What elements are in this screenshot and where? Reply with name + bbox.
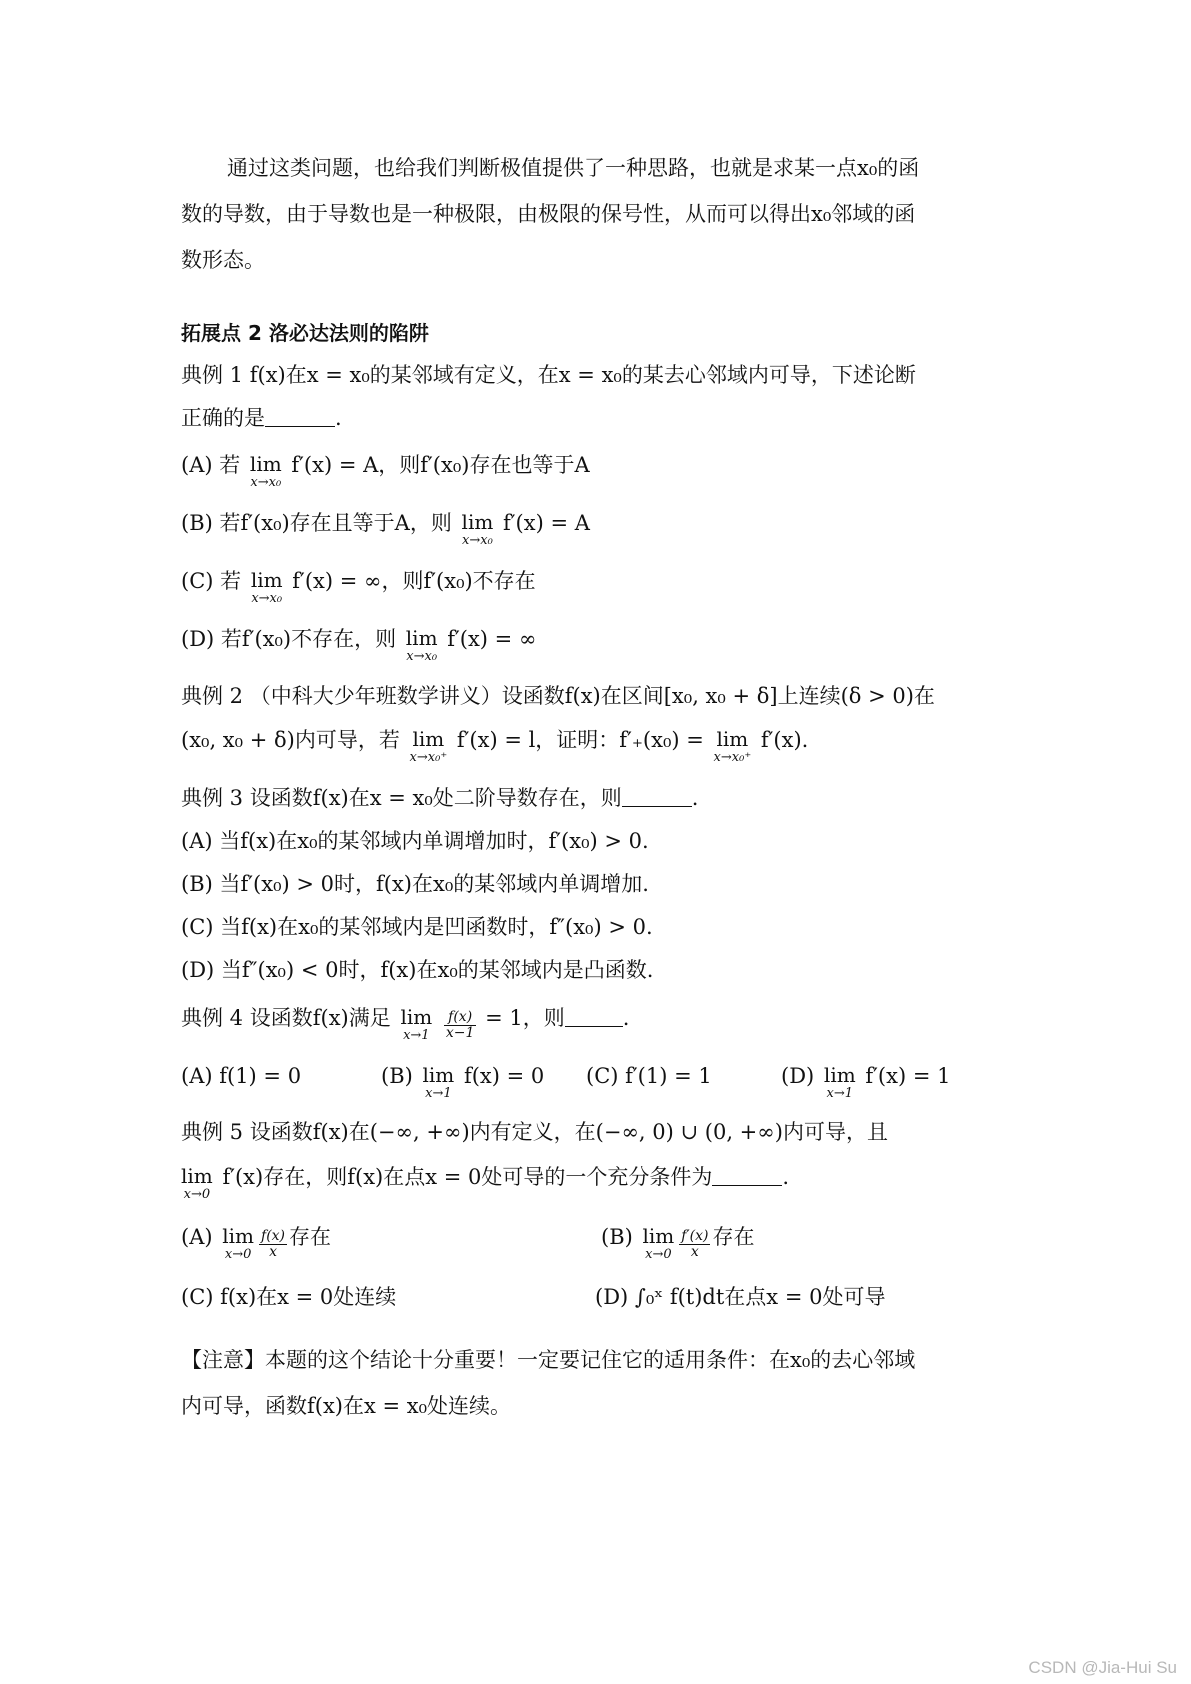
- intro-line-1: 通过这类问题，也给我们判断极值提供了一种思路，也就是求某一点x₀的函: [227, 156, 920, 180]
- limit-symbol: lim x→x₀: [461, 510, 494, 548]
- ex5-label: 典例 5: [181, 1120, 244, 1144]
- ex5-option-c: (C) f(x)在x = 0处连续: [181, 1285, 397, 1309]
- ex5-options-row-1: [181, 1222, 1011, 1266]
- note-line-2: 内可导，函数f(x)在x = x₀处连续。: [181, 1394, 512, 1418]
- ex1-label: 典例 1: [181, 363, 244, 387]
- ex3-option-a: (A) 当f(x)在x₀的某邻域内单调增加时，f′(x₀) > 0.: [181, 829, 649, 853]
- ex5-line-1: 典例 5 设函数f(x)在(−∞, +∞)内有定义，在(−∞, 0) ∪ (0, +∞)内可导，且: [181, 1120, 888, 1144]
- ex3-option-b: (B) 当f′(x₀) > 0时，f(x)在x₀的某邻域内单调增加.: [181, 872, 649, 896]
- note-paragraph: [181, 1337, 1011, 1429]
- note-line-1: 【注意】本题的这个结论十分重要！一定要记住它的适用条件：在x₀的去心邻域: [181, 1348, 916, 1372]
- ex4-option-b: (B) lim x→1 f(x) = 0: [381, 1063, 545, 1101]
- fraction: $\frac{f'(x)}{x}$: [681, 1228, 709, 1260]
- ex5-options-row-2: [181, 1282, 1011, 1322]
- ex4-label: 典例 4: [181, 1006, 244, 1030]
- ex3-option-d: (D) 当f″(x₀) < 0时，f(x)在x₀的某邻域内是凸函数.: [181, 958, 654, 982]
- ex4-options: [181, 1061, 1011, 1101]
- ex4-option-d: (D) lim x→1 f′(x) = 1: [781, 1063, 951, 1101]
- ex4-option-c: (C) f′(1) = 1: [586, 1064, 712, 1088]
- ex1-option-d: (D) 若f′(x₀)不存在，则 lim x→x₀ f′(x) = ∞: [181, 626, 537, 664]
- answer-blank: [622, 786, 692, 807]
- limit-symbol: lim x→x₀: [250, 568, 283, 606]
- fraction: $\frac{f(x)}{x}$: [261, 1228, 286, 1260]
- limit-symbol: lim x→0: [222, 1224, 255, 1262]
- ex5-option-a: (A) lim x→0 $\frac{f(x)}{x}$ 存在: [181, 1224, 332, 1262]
- limit-symbol: lim x→0: [181, 1164, 213, 1202]
- watermark: CSDN @Jia-Hui Su: [1028, 1658, 1177, 1677]
- ex5-option-d: (D) ∫₀ˣ f(t)dt在点x = 0处可导: [595, 1285, 886, 1309]
- ex5-line-2: lim x→0 f′(x)存在，则f(x)在点x = 0处可导的一个充分条件为 .: [181, 1164, 790, 1202]
- answer-blank: [712, 1165, 782, 1186]
- intro-line-3: 数形态。: [181, 248, 265, 272]
- intro-paragraph: [181, 145, 1011, 283]
- answer-blank: [565, 1006, 623, 1027]
- ex3-label: 典例 3: [181, 786, 244, 810]
- limit-symbol: lim x→x₀: [249, 452, 282, 490]
- ex4-option-a: (A) f(1) = 0: [181, 1064, 302, 1088]
- limit-symbol: lim x→x₀⁺: [409, 727, 448, 765]
- ex5-option-b: (B) lim x→0 $\frac{f'(x)}{x}$ 存在: [601, 1224, 755, 1262]
- ex1-option-b: (B) 若f′(x₀)存在且等于A，则 lim x→x₀ f′(x) = A: [181, 510, 590, 548]
- ex2-line-1: 典例 2 （中科大少年班数学讲义）设函数f(x)在区间[x₀, x₀ + δ]上连续(δ > 0)在: [181, 684, 935, 708]
- ex3-option-c: (C) 当f(x)在x₀的某邻域内是凹函数时，f″(x₀) > 0.: [181, 915, 653, 939]
- limit-symbol: lim x→1: [823, 1063, 856, 1101]
- ex1-line-2: 正确的是 .: [181, 406, 342, 430]
- ex1-line-1: 典例 1 f(x)在x = x₀的某邻域有定义，在x = x₀的某去心邻域内可导，下述论断: [181, 363, 916, 387]
- ex2-label: 典例 2: [181, 684, 244, 708]
- ex3-stem: 典例 3 设函数f(x)在x = x₀处二阶导数存在，则 .: [181, 786, 699, 810]
- ex1-option-c: (C) 若 lim x→x₀ f′(x) = ∞，则f′(x₀)不存在: [181, 568, 536, 606]
- section-title: 拓展点 2 洛必达法则的陷阱: [181, 321, 429, 345]
- limit-symbol: lim x→0: [642, 1224, 675, 1262]
- limit-symbol: lim x→1: [422, 1063, 455, 1101]
- ex2-line-2: (x₀, x₀ + δ)内可导，若 lim x→x₀⁺ f′(x) = l，证明：f′₊(x₀) = lim x→x₀⁺ f′(x).: [181, 727, 809, 765]
- limit-symbol: lim x→x₀: [405, 626, 438, 664]
- ex1-option-a: (A) 若 lim x→x₀ f′(x) = A，则f′(x₀)存在也等于A: [181, 452, 590, 490]
- limit-symbol: lim x→x₀⁺: [713, 727, 752, 765]
- intro-line-2: 数的导数，由于导数也是一种极限，由极限的保号性，从而可以得出x₀邻域的函: [181, 202, 916, 226]
- fraction: $\frac{f(x)}{x-1}$: [445, 1009, 475, 1041]
- limit-symbol: lim x→1: [400, 1005, 433, 1043]
- ex4-stem: 典例 4 设函数f(x)满足 lim x→1 $\frac{f(x)}{x-1}$ = 1，则 .: [181, 1005, 630, 1043]
- answer-blank: [265, 406, 335, 427]
